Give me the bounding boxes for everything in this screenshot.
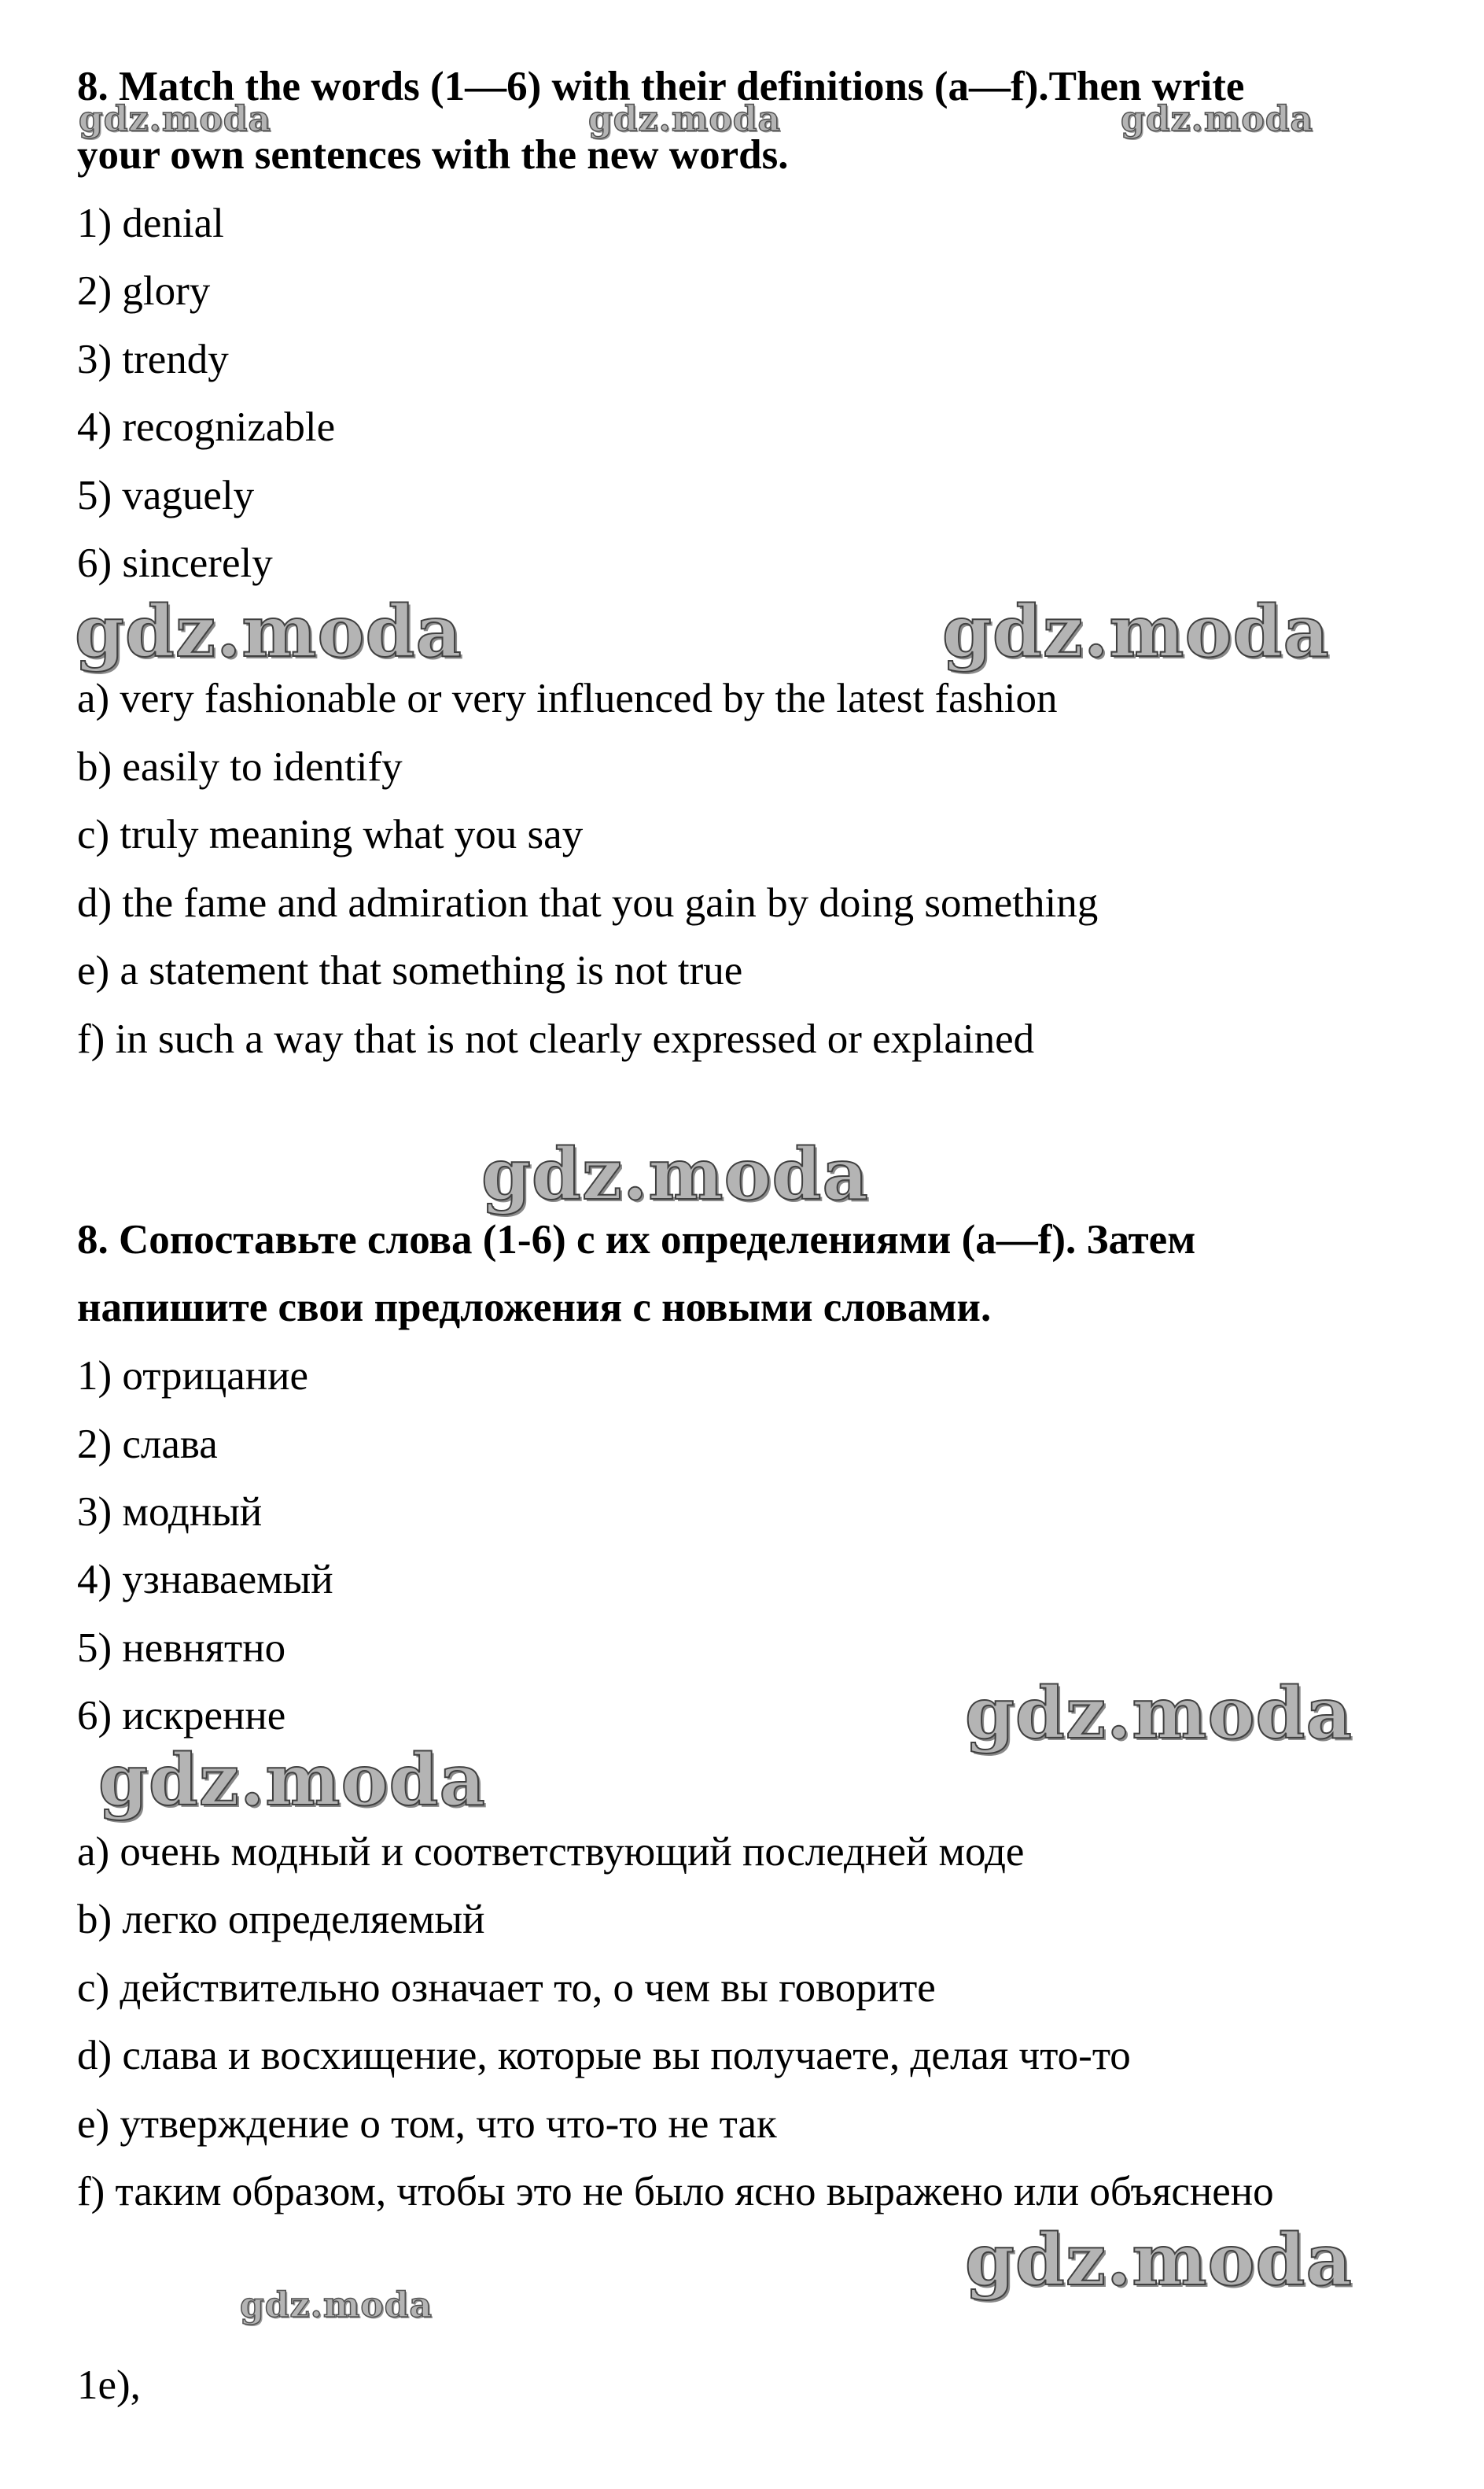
- answer-text: 1e),: [77, 2362, 141, 2408]
- watermark: gdz.moda: [942, 590, 1330, 673]
- russian-heading: 8. Сопоставьте слова (1-6) с их определениями (a—f). Затем: [77, 1217, 1196, 1263]
- russian-definition-item: d) слава и восхищение, которые вы получаете, делая что-то: [77, 2033, 1131, 2078]
- english-definition-item: d) the fame and admiration that you gain by doing something: [77, 880, 1099, 926]
- english-word-item: 4) recognizable: [77, 404, 336, 450]
- english-word-item: 5) vaguely: [77, 473, 255, 518]
- russian-word-item: 6) искренне: [77, 1693, 286, 1739]
- english-word-item: 1) denial: [77, 201, 224, 246]
- english-definition-item: f) in such a way that is not clearly expressed or explained: [77, 1016, 1035, 1062]
- watermark: gdz.moda: [98, 1739, 486, 1822]
- english-heading: your own sentences with the new words.: [77, 132, 789, 178]
- russian-definition-item: b) легко определяемый: [77, 1897, 485, 1942]
- watermark: gdz.moda: [1121, 99, 1314, 139]
- english-definition-item: b) easily to identify: [77, 744, 403, 790]
- english-definition-item: e) a statement that something is not true: [77, 948, 743, 994]
- russian-heading: напишите свои предложения с новыми словами.: [77, 1285, 992, 1330]
- watermark: gdz.moda: [240, 2285, 433, 2325]
- watermark: gdz.moda: [965, 1672, 1353, 1755]
- english-definition-item: a) very fashionable or very influenced by the latest fashion: [77, 676, 1058, 721]
- english-definition-item: c) truly meaning what you say: [77, 812, 584, 857]
- russian-word-item: 3) модный: [77, 1489, 263, 1535]
- watermark: gdz.moda: [75, 590, 462, 673]
- watermark: gdz.moda: [481, 1133, 869, 1216]
- english-word-item: 2) glory: [77, 268, 211, 314]
- english-word-item: 3) trendy: [77, 337, 229, 382]
- russian-definition-item: c) действительно означает то, о чем вы говорите: [77, 1965, 936, 2011]
- russian-definition-item: e) утверждение о том, что что-то не так: [77, 2101, 777, 2147]
- english-word-item: 6) sincerely: [77, 540, 273, 586]
- watermark: gdz.moda: [79, 99, 272, 139]
- watermark: gdz.moda: [965, 2218, 1353, 2302]
- russian-word-item: 2) слава: [77, 1421, 218, 1467]
- watermark: gdz.moda: [588, 99, 782, 139]
- russian-definition-item: a) очень модный и соответствующий последней моде: [77, 1829, 1025, 1875]
- english-heading: 8. Match the words (1—6) with their definitions (a—f).Then write: [77, 64, 1245, 109]
- russian-word-item: 5) невнятно: [77, 1625, 286, 1671]
- russian-definition-item: f) таким образом, чтобы это не было ясно выражено или объяснено: [77, 2169, 1274, 2214]
- russian-word-item: 4) узнаваемый: [77, 1557, 333, 1602]
- russian-word-item: 1) отрицание: [77, 1353, 309, 1399]
